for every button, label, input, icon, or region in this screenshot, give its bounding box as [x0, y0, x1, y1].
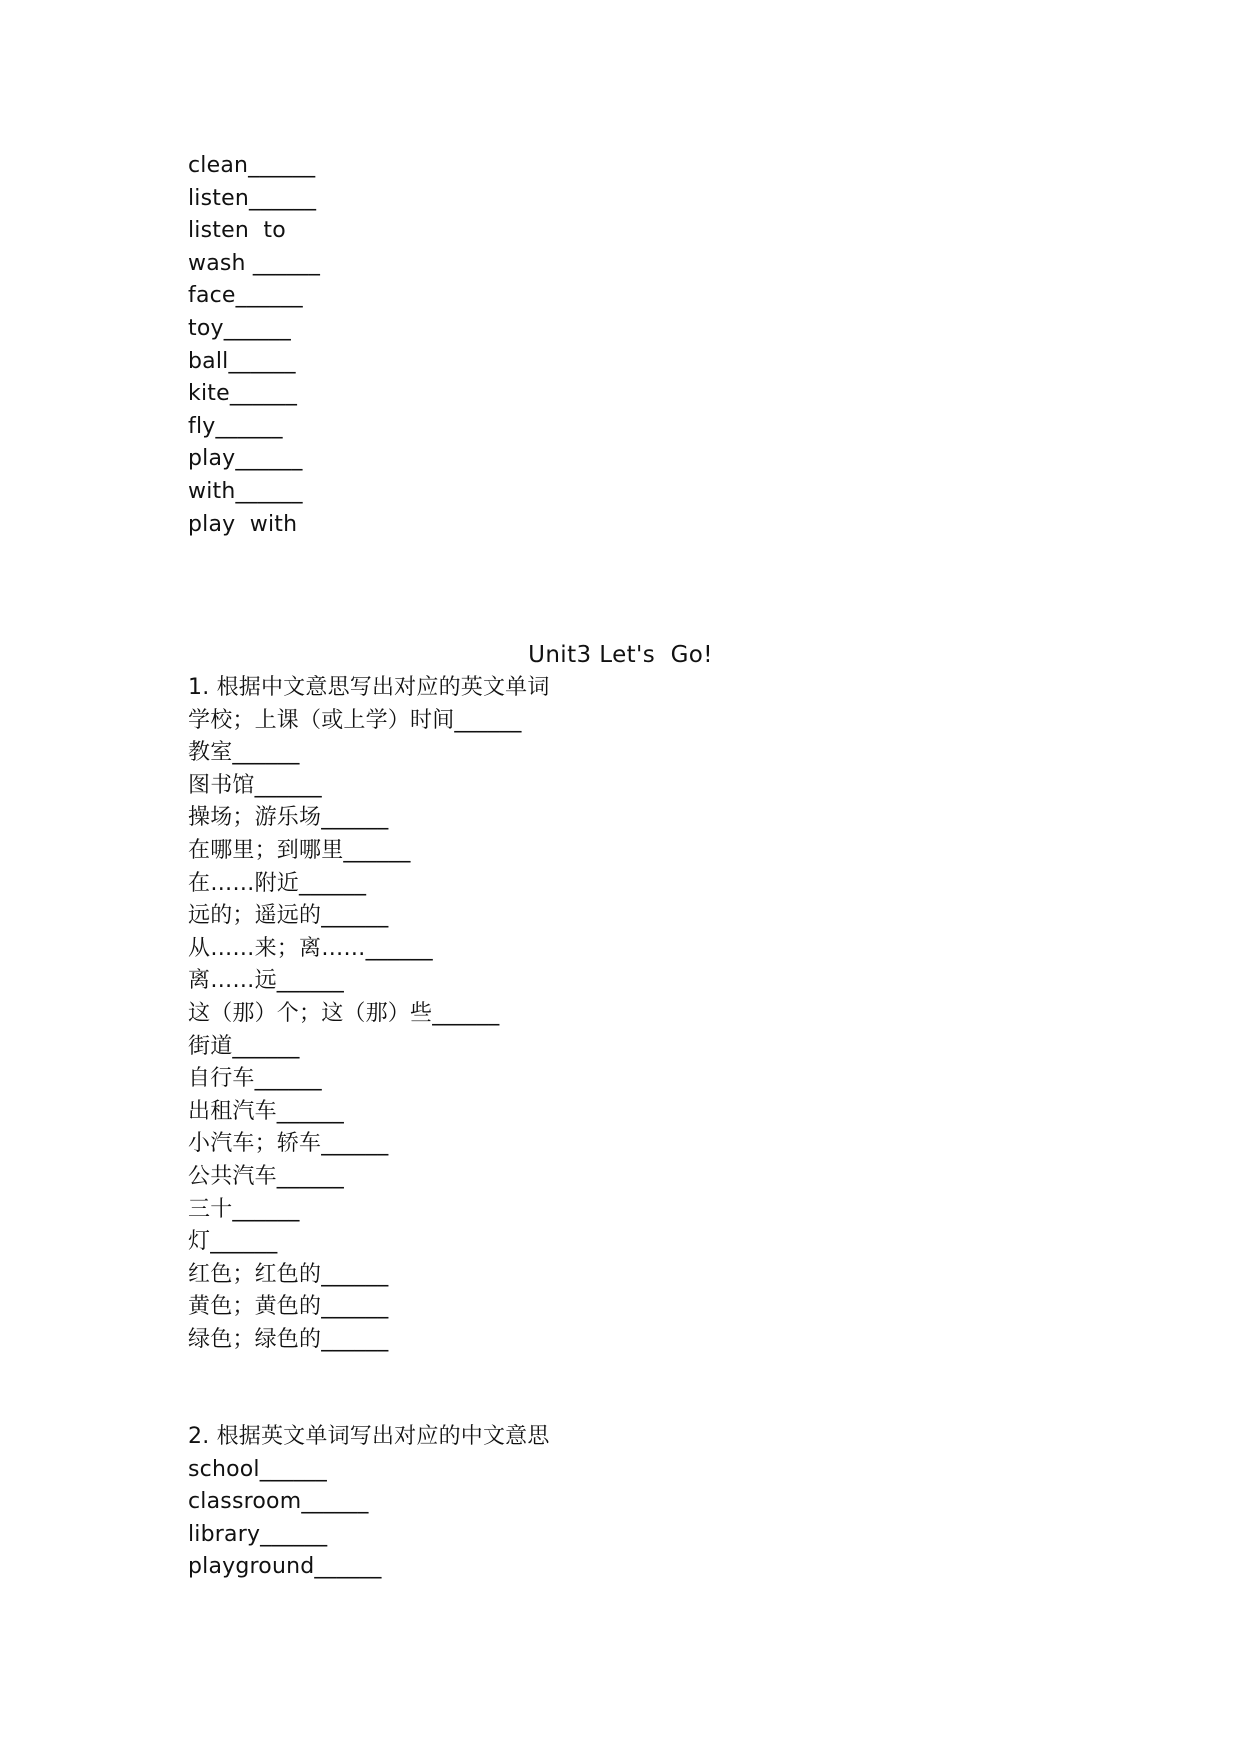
- list-item: 在哪里；到哪里______: [188, 837, 411, 863]
- list-item: 黄色；黄色的______: [188, 1294, 389, 1320]
- vocab-item: play______: [188, 446, 303, 472]
- vocab-item: play with: [188, 511, 298, 537]
- list-item: playground______: [188, 1554, 382, 1580]
- list-item: 街道______: [188, 1033, 300, 1059]
- list-item: 小汽车；轿车______: [188, 1131, 389, 1157]
- section-2-items: [188, 1454, 1088, 1584]
- list-item: 灯______: [188, 1229, 278, 1255]
- list-item: 出租汽车______: [188, 1098, 345, 1124]
- section-1-items: [188, 705, 1088, 1357]
- list-item: 图书馆______: [188, 772, 322, 798]
- list-item: 绿色；绿色的______: [188, 1326, 389, 1352]
- unit-title: Unit3 Let's Go!: [528, 642, 713, 668]
- section-1: [188, 672, 1088, 1356]
- vocab-item: ball______: [188, 348, 296, 374]
- list-item: 红色；红色的______: [188, 1261, 389, 1287]
- section-2: [188, 1421, 1088, 1584]
- list-item: 在……附近______: [188, 870, 367, 896]
- list-item: 从……来；离……______: [188, 935, 433, 961]
- vocab-item: toy______: [188, 315, 291, 341]
- list-item: 远的；遥远的______: [188, 903, 389, 929]
- list-item: 离……远______: [188, 968, 345, 994]
- vocab-item: face______: [188, 283, 303, 309]
- vocab-item: kite______: [188, 381, 298, 407]
- list-item: 公共汽车______: [188, 1163, 345, 1189]
- list-item: 自行车______: [188, 1066, 322, 1092]
- list-item: library______: [188, 1521, 328, 1547]
- list-item: classroom______: [188, 1489, 369, 1515]
- vocab-list-top: [188, 150, 1088, 541]
- vocab-item: listen______: [188, 185, 317, 211]
- vocab-item: wash ______: [188, 250, 321, 276]
- vocab-item: fly______: [188, 413, 283, 439]
- list-item: 学校；上课（或上学）时间______: [188, 707, 522, 733]
- list-item: 这（那）个；这（那）些______: [188, 1000, 500, 1026]
- vocab-item: clean______: [188, 153, 316, 178]
- vocab-item: with______: [188, 478, 303, 504]
- section-1-heading: 1. 根据中文意思写出对应的英文单词: [188, 675, 550, 700]
- list-item: school______: [188, 1456, 327, 1482]
- section-2-heading: 2. 根据英文单词写出对应的中文意思: [188, 1424, 550, 1449]
- vocab-item: listen to: [188, 218, 286, 244]
- list-item: 操场；游乐场______: [188, 805, 389, 831]
- list-item: 三十______: [188, 1196, 300, 1222]
- list-item: 教室______: [188, 740, 300, 766]
